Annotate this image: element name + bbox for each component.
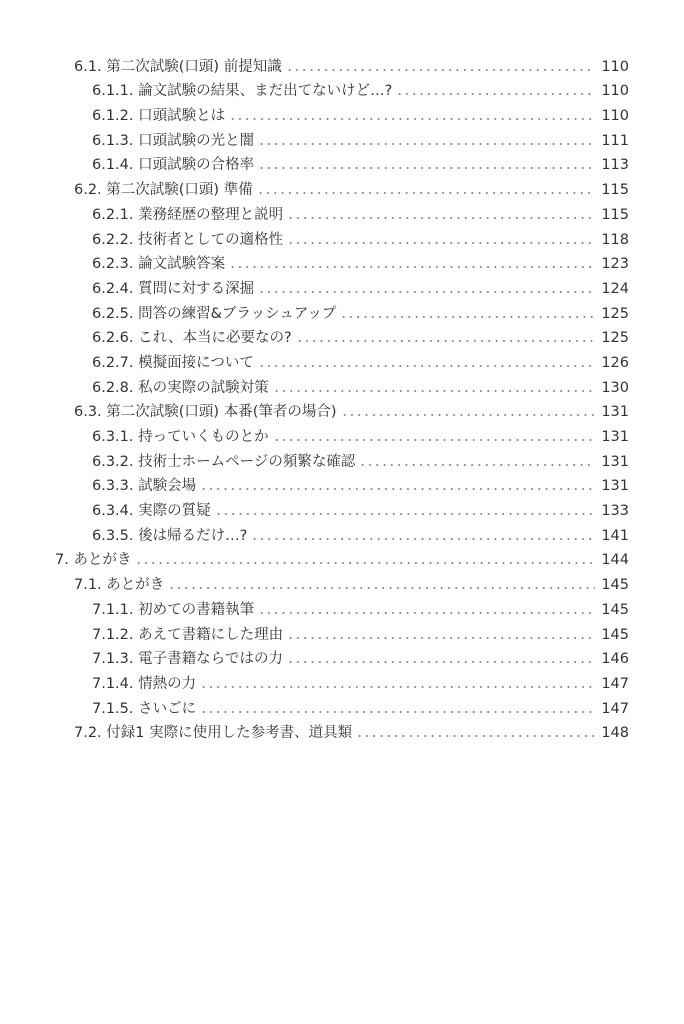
- toc-entry-title: 6.2.1. 業務経歴の整理と説明: [92, 206, 284, 223]
- toc-entry[interactable]: [0, 718, 684, 743]
- toc-entry-title: 6.1.1. 論文試験の結果、まだ出てないけど…?: [92, 83, 393, 100]
- toc-entry-title: 7.1.2. あえて書籍にした理由: [92, 626, 284, 643]
- toc-entry-page-number: 118: [601, 231, 629, 248]
- toc-entry[interactable]: [0, 668, 684, 693]
- toc-entry-page-number: 125: [601, 305, 629, 322]
- toc-entry-page-number: 130: [601, 379, 629, 396]
- dot-leader: [168, 586, 595, 590]
- toc-entry-title: 6.1.4. 口頭試験の合格率: [92, 157, 255, 174]
- toc-entry-title: 6.2.6. これ、本当に必要なの?: [92, 330, 292, 347]
- dot-leader: [229, 117, 595, 121]
- toc-entry[interactable]: [0, 421, 684, 446]
- dot-leader: [215, 512, 596, 516]
- toc-entry[interactable]: [0, 51, 684, 76]
- dot-leader: [359, 463, 595, 467]
- table-of-contents: [0, 51, 684, 742]
- toc-entry-title: 6.2.4. 質問に対する深掘: [92, 280, 255, 297]
- dot-leader: [287, 241, 595, 245]
- toc-entry-page-number: 131: [601, 429, 629, 445]
- dot-leader: [356, 734, 595, 738]
- dot-leader: [287, 216, 595, 220]
- toc-entry[interactable]: [0, 495, 684, 520]
- toc-entry-title: 7.1.5. さいごに: [92, 700, 197, 717]
- dot-leader: [273, 438, 596, 442]
- toc-entry-title: 7. あとがき: [55, 552, 132, 569]
- toc-entry[interactable]: [0, 545, 684, 570]
- toc-entry-title: 7.1.1. 初めての書籍執筆: [92, 601, 255, 618]
- dot-leader: [251, 537, 595, 541]
- toc-entry-title: 6.3. 第二次試験(口頭) 本番(筆者の場合): [74, 404, 337, 421]
- toc-entry-title: 7.1. あとがき: [74, 577, 165, 594]
- toc-entry-title: 7.2. 付録1 実際に使用した参考書、道具類: [74, 725, 353, 742]
- toc-entry-title: 6.3.4. 実際の質疑: [92, 503, 211, 520]
- dot-leader: [258, 611, 595, 615]
- toc-entry[interactable]: [0, 273, 684, 298]
- dot-leader: [286, 68, 596, 72]
- toc-entry-page-number: 145: [601, 577, 629, 594]
- toc-entry[interactable]: [0, 347, 684, 372]
- toc-entry-page-number: 147: [601, 675, 629, 692]
- dot-leader: [258, 364, 595, 368]
- dot-leader: [273, 389, 596, 393]
- toc-entry-title: 6.3.5. 後は帰るだけ…?: [92, 527, 248, 544]
- toc-entry-title: 6.3.2. 技術士ホームページの頻繁な確認: [92, 453, 356, 470]
- toc-entry[interactable]: [0, 397, 684, 422]
- dot-leader: [258, 142, 595, 146]
- dot-leader: [396, 92, 595, 96]
- toc-entry[interactable]: [0, 199, 684, 224]
- toc-entry-page-number: 148: [601, 725, 629, 742]
- toc-entry[interactable]: [0, 520, 684, 545]
- toc-entry-title: 6.2.8. 私の実際の試験対策: [92, 379, 269, 396]
- toc-entry[interactable]: [0, 619, 684, 644]
- dot-leader: [341, 413, 596, 417]
- dot-leader: [200, 487, 595, 491]
- toc-entry-title: 6.3.1. 持っていくものとか: [92, 429, 269, 445]
- toc-entry[interactable]: [0, 594, 684, 619]
- toc-entry[interactable]: [0, 323, 684, 348]
- dot-leader: [200, 710, 595, 714]
- dot-leader: [287, 660, 595, 664]
- toc-entry-page-number: 126: [601, 354, 629, 371]
- toc-entry-page-number: 110: [601, 83, 629, 100]
- toc-entry[interactable]: [0, 569, 684, 594]
- toc-entry[interactable]: [0, 446, 684, 471]
- toc-entry-page-number: 124: [601, 280, 629, 297]
- toc-entry-page-number: 145: [601, 601, 629, 618]
- toc-entry-page-number: 113: [601, 157, 629, 174]
- toc-entry[interactable]: [0, 150, 684, 175]
- toc-entry[interactable]: [0, 224, 684, 249]
- toc-entry-page-number: 131: [601, 404, 629, 421]
- dot-leader: [257, 191, 596, 195]
- toc-entry-title: 6.3.3. 試験会場: [92, 478, 197, 495]
- toc-entry-title: 7.1.3. 電子書籍ならではの力: [92, 651, 283, 668]
- toc-entry[interactable]: [0, 644, 684, 669]
- dot-leader: [258, 166, 595, 170]
- toc-entry-page-number: 144: [601, 552, 629, 569]
- toc-entry-page-number: 146: [601, 651, 629, 668]
- toc-entry-title: 6.2.2. 技術者としての適格性: [92, 231, 284, 248]
- dot-leader: [340, 315, 595, 319]
- toc-entry[interactable]: [0, 471, 684, 496]
- toc-entry-title: 6.2. 第二次試験(口頭) 準備: [74, 182, 253, 199]
- toc-entry-title: 6.1. 第二次試験(口頭) 前提知識: [74, 58, 282, 75]
- toc-entry-page-number: 131: [601, 453, 629, 470]
- dot-leader: [200, 685, 595, 689]
- toc-entry[interactable]: [0, 76, 684, 101]
- toc-entry[interactable]: [0, 693, 684, 718]
- toc-entry-title: 6.1.2. 口頭試験とは: [92, 108, 226, 125]
- toc-entry-title: 6.2.3. 論文試験答案: [92, 256, 226, 273]
- dot-leader: [287, 636, 595, 640]
- toc-entry-page-number: 147: [601, 700, 629, 717]
- toc-entry[interactable]: [0, 298, 684, 323]
- toc-entry[interactable]: [0, 174, 684, 199]
- dot-leader: [229, 265, 595, 269]
- toc-entry[interactable]: [0, 372, 684, 397]
- toc-entry[interactable]: [0, 249, 684, 274]
- toc-entry-page-number: 131: [601, 478, 629, 495]
- toc-entry-page-number: 111: [601, 132, 629, 149]
- toc-entry-title: 6.2.7. 模擬面接について: [92, 354, 254, 371]
- toc-entry-title: 7.1.4. 情熱の力: [92, 675, 197, 692]
- toc-entry[interactable]: [0, 125, 684, 150]
- toc-entry-page-number: 125: [601, 330, 629, 347]
- toc-entry-title: 6.2.5. 問答の練習&ブラッシュアップ: [92, 305, 337, 322]
- dot-leader: [135, 561, 595, 565]
- toc-entry-page-number: 110: [601, 58, 629, 75]
- toc-entry-page-number: 133: [601, 503, 629, 520]
- dot-leader: [258, 290, 595, 294]
- toc-entry[interactable]: [0, 100, 684, 125]
- toc-entry-page-number: 115: [601, 182, 629, 199]
- dot-leader: [296, 339, 596, 343]
- toc-entry-page-number: 145: [601, 626, 629, 643]
- toc-entry-page-number: 115: [601, 206, 629, 223]
- toc-entry-page-number: 141: [601, 527, 629, 544]
- toc-entry-page-number: 123: [601, 256, 629, 273]
- toc-entry-page-number: 110: [601, 108, 629, 125]
- toc-entry-title: 6.1.3. 口頭試験の光と闇: [92, 132, 255, 149]
